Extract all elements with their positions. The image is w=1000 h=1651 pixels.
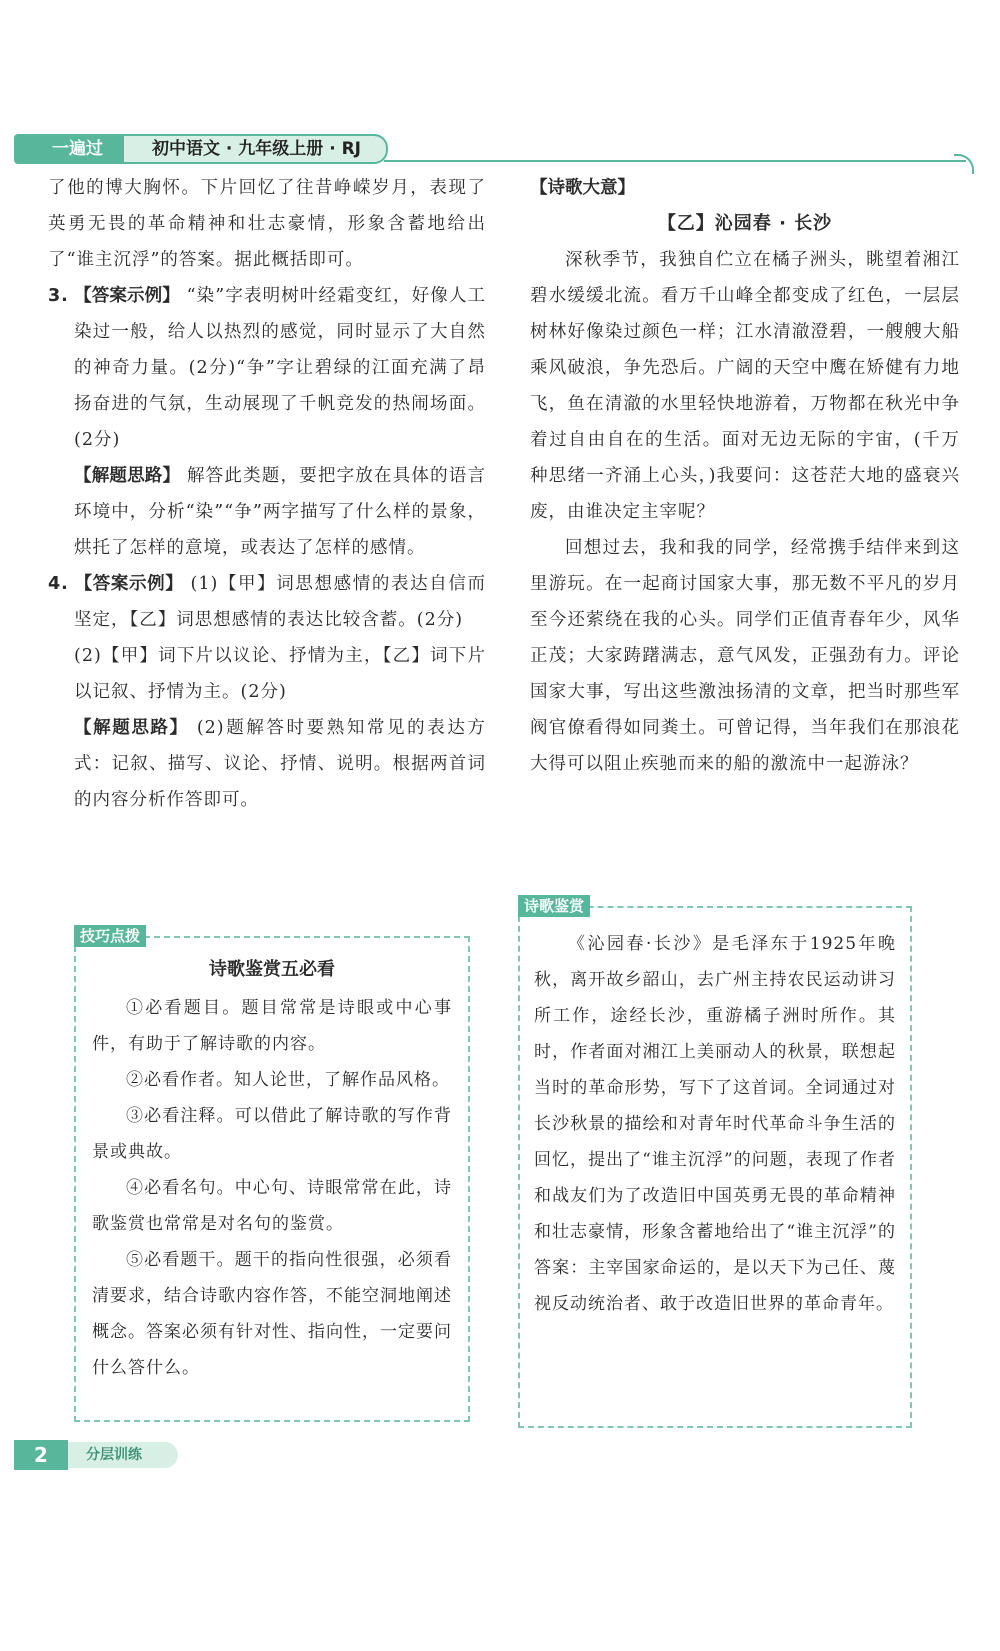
translation-paragraph-2: 回想过去，我和我的同学，经常携手结伴来到这里游玩。在一起商讨国家大事，那无数不平凡的岁月至今还萦绕在我的心头。同学们正值青春年少，风华正茂；大家踌躇满志，意气风发，正强劲有力。评论国家大事，写出这些激浊扬清的文章，把当时那些军阀官僚看得如同粪土。可曾记得，当年我们在那浪花大得可以阻止疾驰而来的船的激流中一起游泳？ — [530, 538, 960, 774]
page-footer — [14, 1440, 184, 1470]
analysis-text: (2)题解答时要熟知常见的表达方式：记叙、描写、议论、抒情、说明。根据两首词的内容分析作答即可。 — [74, 718, 486, 810]
answer-4 — [48, 566, 486, 638]
poem-title: 【乙】沁园春 · 长沙 — [657, 213, 833, 234]
appreciation-box — [518, 897, 912, 1428]
section-tag: 【诗歌大意】 — [530, 178, 635, 198]
answer-tag: 【答案示例】 — [74, 574, 184, 594]
question-number: 3. — [48, 286, 69, 306]
analysis-3 — [48, 458, 486, 566]
answer-tag: 【答案示例】 — [74, 286, 180, 306]
appreciation-box-label: 诗歌鉴赏 — [518, 895, 590, 917]
answer-4-part-2: (2)【甲】词下片以议论、抒情为主，【乙】词下片以记叙、抒情为主。(2分) — [74, 646, 486, 702]
analysis-text: 解答此类题，要把字放在具体的语言环境中，分析“染”“争”两字描写了什么样的景象，烘托了怎样的意境，或表达了怎样的感情。 — [74, 466, 486, 558]
appreciation-text: 《沁园春·长沙》是毛泽东于1925年晚秋，离开故乡韶山，去广州主持农民运动讲习所工作，途经长沙，重游橘子洲时所作。其时，作者面对湘江上美丽动人的秋景，联想起当时的革命形势，写下了这首词。全词通过对长沙秋景的描绘和对青年时代革命斗争生活的回忆，提出了“谁主沉浮”的问题，表现了作者和战友们为了改造旧中国英勇无畏的革命精神和壮志豪情，形象含蓄地给出了“谁主沉浮”的答案：主宰国家命运的，是以天下为己任、蔑视反动统治者、敢于改造旧世界的革命青年。 — [534, 934, 896, 1314]
page-number: 2 — [14, 1440, 68, 1470]
tips-box-title: 诗歌鉴赏五必看 — [209, 959, 335, 980]
book-title: 初中语文 · 九年级上册 · RJ — [122, 134, 388, 164]
header-rule — [384, 160, 966, 162]
answer-3 — [48, 278, 486, 458]
analysis-4 — [48, 710, 486, 818]
tips-box — [74, 927, 470, 1422]
tip-item: ①必看题目。题目常常是诗眼或中心事件，有助于了解诗歌的内容。 — [92, 998, 452, 1054]
answer-text: “染”字表明树叶经霜变红，好像人工染过一般，给人以热烈的感觉，同时显示了大自然的神奇力量。(2分)“争”字让碧绿的江面充满了昂扬奋进的气氛，生动展现了千帆竞发的热闹场面。(2分) — [74, 286, 486, 450]
left-column — [48, 170, 486, 818]
page-header — [14, 134, 974, 164]
answer-text-1: (1)【甲】词思想感情的表达自信而坚定，【乙】词思想感情的表达比较含蓄。(2分) — [74, 574, 486, 630]
analysis-tag: 【解题思路】 — [74, 718, 189, 738]
tip-item: ②必看作者。知人论世，了解作品风格。 — [126, 1070, 450, 1090]
analysis-tag: 【解题思路】 — [74, 466, 181, 486]
translation-paragraph-1: 深秋季节，我独自伫立在橘子洲头，眺望着湘江碧水缓缓北流。看万千山峰全都变成了红色，一层层树林好像染过颜色一样；江水清澈澄碧，一艘艘大船乘风破浪，争先恐后。广阔的天空中鹰在矫健有力地飞，鱼在清澈的水里轻快地游着，万物都在秋光中争着过自由自在的生活。面对无边无际的宇宙，(千万种思绪一齐涌上心头，)我要问：这苍茫大地的盛衰兴废，由谁决定主宰呢？ — [530, 250, 960, 522]
brand-logo: 一遍过 — [14, 134, 134, 164]
intro-paragraph: 了他的博大胸怀。下片回忆了往昔峥嵘岁月，表现了英勇无畏的革命精神和壮志豪情，形象含蓄地给出了“谁主沉浮”的答案。据此概括即可。 — [48, 178, 486, 270]
tip-item: ④必看名句。中心句、诗眼常常在此，诗歌鉴赏也常常是对名句的鉴赏。 — [92, 1178, 452, 1234]
tips-box-label: 技巧点拨 — [74, 925, 146, 947]
right-column — [530, 170, 960, 782]
tip-item: ⑤必看题干。题干的指向性很强，必须看清要求，结合诗歌内容作答，不能空洞地阐述概念。答案必须有针对性、指向性，一定要问什么答什么。 — [92, 1250, 452, 1378]
tip-item: ③必看注释。可以借此了解诗歌的写作背景或典故。 — [92, 1106, 452, 1162]
question-number: 4. — [48, 574, 69, 594]
footer-label: 分层训练 — [68, 1442, 178, 1468]
